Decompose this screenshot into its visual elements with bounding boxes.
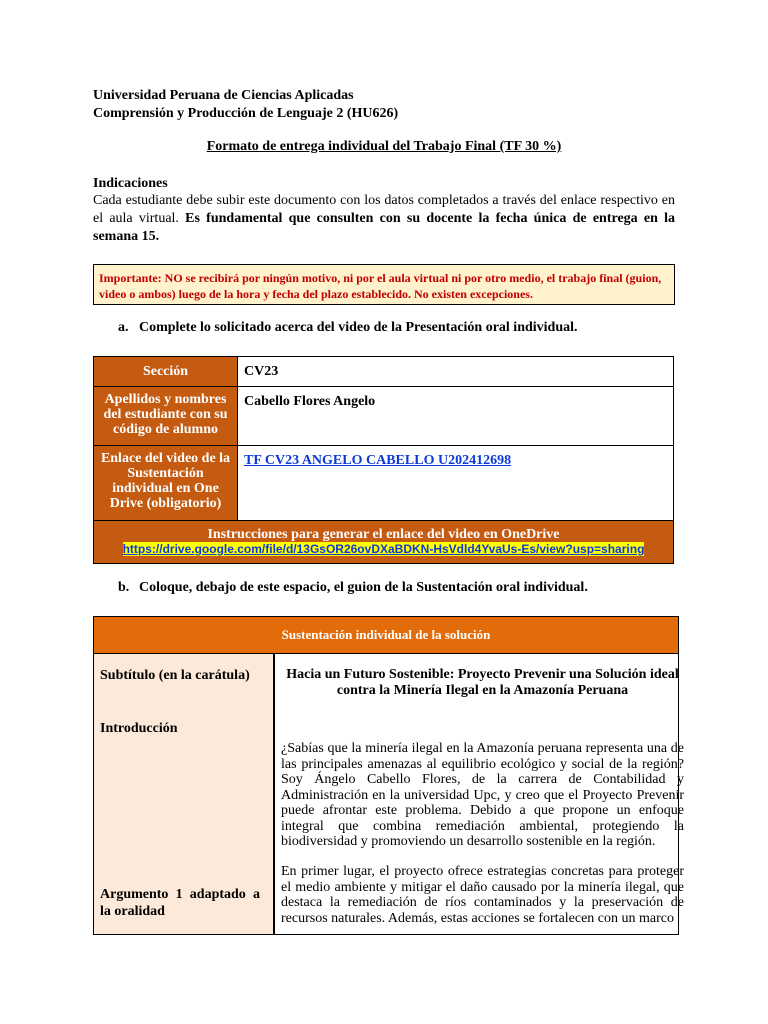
university-name: Universidad Peruana de Ciencias Aplicadas [93,88,354,103]
script-table [93,616,684,935]
indicaciones-text-normal: Cada estudiante debe subir este documento con los datos completados a través del enlace respectivo en el aula virtual. [93,193,675,226]
subtitulo-label: Subtítulo (en la carátula) [100,668,250,683]
nombre-label: Apellidos y nombres del estudiante con su código de alumno [94,387,238,446]
nombre-value: Cabello Flores Angelo [238,387,674,446]
video-link[interactable]: TF CV23 ANGELO CABELLO U202412698 [244,453,512,468]
item-b-text: Coloque, debajo de este espacio, el guion de la Sustentación oral individual. [139,580,588,595]
document-title: Formato de entrega individual del Trabajo Final (TF 30 %) [206,139,562,154]
seccion-label: Sección [94,357,238,387]
item-b-label: b. [118,580,130,595]
enlace-label: Enlace del video de la Sustentación individual en One Drive (obligatorio) [94,446,238,521]
script-title: Hacia un Futuro Sostenible: Proyecto Prevenir una Solución ideal contra la Minería Ilegal en la Amazonía Peruana [286,667,679,698]
instrucciones-title: Instrucciones para generar el enlace del video en OneDrive [207,527,560,542]
item-a [118,320,578,336]
argumento1-text: En primer lugar, el proyecto ofrece estrategias concretas para proteger el medio ambiente y mitigar el daño causado por la minería ilegal, que destaca la remediación de ríos contaminados y la preservación de recursos naturales. Además, estas acciones se fortalecen con un marco [281,864,684,926]
introduccion-label: Introducción [100,721,178,736]
course-name: Comprensión y Producción de Lenguaje 2 (HU626) [93,106,399,121]
warning-box: Importante: NO se recibirá por ningún motivo, ni por el aula virtual ni por otro medio, el trabajo final (guion, video o ambos) luego de la hora y fecha del plazo establecido. No existen excepciones. [93,264,675,305]
item-b [118,580,588,596]
indicaciones-heading: Indicaciones [93,176,168,191]
script-left-column [94,654,275,935]
video-info-table [93,356,674,564]
item-a-label: a. [118,320,129,335]
indicaciones-text-bold: Es fundamental que consulten con su docente la fecha única de entrega en la semana 15. [93,211,675,244]
script-table-header: Sustentación individual de la solución [94,617,679,654]
introduccion-text: ¿Sabías que la minería ilegal en la Amazonía peruana representa una de las principales amenazas al equilibrio ecológico y social de la región? Soy Ángelo Cabello Flores, de la carrera de Contabilidad y Administración en la universidad Upc, y creo que el Proyecto Prevenir puede afrontar este problema. Debido a que propone un enfoque integral que combina remediación ambiental, protegiendo la biodiversidad y promoviendo un desarrollo sostenible en la región. [281,741,684,849]
script-right-column [274,654,684,935]
argumento1-label: Argumento 1 adaptado a la oralidad [100,887,260,919]
instrucciones-cell [94,521,674,564]
instrucciones-link[interactable]: https://drive.google.com/file/d/13GsOR26ovDXaBDKN-HsVdld4YvaUs-Es/view?usp=sharing [122,542,645,556]
item-a-text: Complete lo solicitado acerca del video de la Presentación oral individual. [139,320,578,335]
enlace-cell [238,446,674,521]
seccion-value: CV23 [238,357,674,387]
indicaciones-text [93,192,675,246]
